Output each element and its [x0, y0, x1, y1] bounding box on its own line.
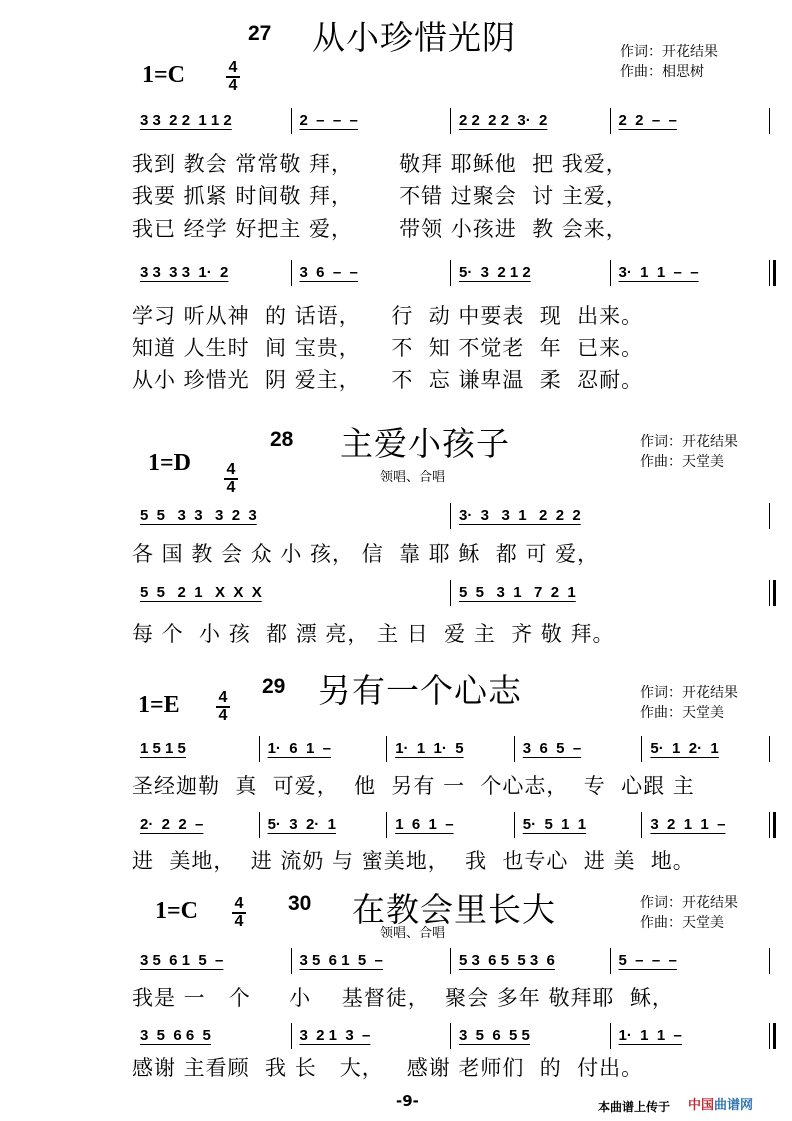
music-row [140, 812, 776, 838]
measure: 1 5 1 5 [140, 740, 186, 757]
song-number: 28 [270, 428, 294, 451]
composer-credit: 作曲：天堂美 [640, 705, 724, 721]
measure: 3 2 1 1 – [641, 812, 769, 838]
lyric-line: 我是 一 个 小 基督徒， 聚会 多年 敬拜耶 稣， [132, 986, 674, 1010]
logo-text: 中国 [688, 1098, 715, 1113]
lyric-line: 圣经迦勒 真 可爱， 他 另有 一 个心志， 专 心跟 主 [132, 774, 695, 798]
lyric-line: 我要 抓紧 时间敬 拜， 不错 过聚会 讨 主爱， [132, 184, 628, 208]
song-subtitle: 领唱、合唱 [380, 926, 446, 941]
song-credits [640, 432, 738, 472]
measure: 5 5 3 1 7 2 1 [450, 580, 769, 606]
measure: 3 3 3 3 1· 2 [140, 264, 229, 281]
time-denominator: 4 [218, 707, 228, 724]
lyric-line: 知道 人生时 间 宝贵， 不 知 不觉老 年 已来。 [132, 336, 644, 360]
song-credits [620, 42, 718, 82]
measure: 5· 3 2· 1 [259, 812, 387, 838]
music-row [140, 503, 776, 529]
song-title: 从小珍惜光阴 [312, 18, 516, 57]
measure: 3 2 1 3 – [291, 1023, 451, 1049]
measure: 1 6 1 – [386, 812, 514, 838]
music-row [140, 580, 776, 606]
measure: 5 3 6 5 5 3 6 [450, 948, 610, 974]
measure: 2 2 – – [610, 108, 770, 134]
lyric-line: 我到 教会 常常敬 拜， 敬拜 耶稣他 把 我爱， [132, 152, 628, 176]
key-signature: 1=D [148, 450, 192, 476]
key-signature: 1=E [138, 692, 180, 718]
key-signature: 1=C [155, 898, 199, 924]
page-number: -9- [396, 1092, 419, 1110]
measure: 1· 6 1 – [259, 736, 387, 762]
composer-credit: 作曲：天堂美 [640, 915, 724, 931]
lyric-line: 从小 珍惜光 阴 爱主， 不 忘 谦卑温 柔 忍耐。 [132, 368, 644, 392]
song-title: 主爱小孩子 [340, 424, 510, 463]
lyricist-credit: 作词：开花结果 [640, 895, 738, 911]
measure: 5· 3 2 1 2 [450, 260, 610, 286]
time-denominator: 4 [228, 77, 238, 94]
lyric-line: 进 美地， 进 流奶 与 蜜美地， 我 也专心 进 美 地。 [132, 849, 695, 873]
bar-line [769, 580, 776, 606]
bar-line [769, 948, 776, 974]
song-number: 30 [288, 892, 312, 915]
music-row [140, 260, 776, 286]
logo-text-accent: 曲谱网 [714, 1098, 754, 1113]
music-row [140, 108, 776, 134]
measure: 3 6 5 – [514, 736, 642, 762]
time-numerator: 4 [224, 462, 238, 480]
key-signature: 1=C [142, 62, 186, 88]
music-row [140, 948, 776, 974]
time-signature [232, 896, 246, 930]
bar-line [769, 108, 776, 134]
music-row [140, 736, 776, 762]
time-signature [224, 462, 238, 496]
time-denominator: 4 [234, 913, 244, 930]
measure: 2 – – – [291, 108, 451, 134]
time-signature [226, 60, 240, 94]
lyricist-credit: 作词：开花结果 [640, 685, 738, 701]
measure: 1· 1 1 – [610, 1023, 770, 1049]
measure: 5 5 2 1 X X X [140, 584, 262, 601]
measure: 5 5 3 3 3 2 3 [140, 507, 257, 524]
time-numerator: 4 [226, 60, 240, 78]
lyricist-credit: 作词：开花结果 [640, 434, 738, 450]
time-signature [216, 690, 230, 724]
measure: 2 2 2 2 3· 2 [450, 108, 610, 134]
bar-line [769, 736, 776, 762]
time-numerator: 4 [232, 896, 246, 914]
song-title: 在教会里长大 [352, 890, 556, 929]
measure: 3 5 6 5 5 [450, 1023, 610, 1049]
measure: 3 5 6 1 5 – [140, 952, 224, 969]
lyric-line: 我已 经学 好把主 爱， 带领 小孩进 教 会来， [132, 217, 628, 241]
bar-line [769, 1023, 776, 1049]
measure: 3· 3 3 1 2 2 2 [450, 503, 769, 529]
measure: 3 5 6 6 5 [140, 1027, 211, 1044]
time-numerator: 4 [216, 690, 230, 708]
measure: 3 3 2 2 1 1 2 [140, 112, 232, 129]
bar-line [769, 503, 776, 529]
song-credits [640, 683, 738, 723]
site-logo[interactable] [688, 1094, 753, 1113]
lyric-line: 各 国 教 会 众 小 孩， 信 靠 耶 稣 都 可 爱， [132, 542, 600, 566]
measure: 3 6 – – [291, 260, 451, 286]
composer-credit: 作曲：相思树 [620, 64, 704, 80]
measure: 5 – – – [610, 948, 770, 974]
song-subtitle: 领唱、合唱 [380, 470, 446, 485]
song-credits [640, 893, 738, 933]
song-number: 27 [248, 22, 272, 45]
measure: 5· 5 1 1 [514, 812, 642, 838]
lyric-line: 每 个 小 孩 都 漂 亮， 主 日 爱 主 齐 敬 拜。 [132, 622, 615, 646]
lyric-line: 感谢 主看顾 我 长 大， 感谢 老师们 的 付出。 [132, 1056, 644, 1080]
upload-note: 本曲谱上传于 [598, 1100, 671, 1114]
measure: 3 5 6 1 5 – [291, 948, 451, 974]
song-title: 另有一个心志 [318, 671, 522, 710]
time-denominator: 4 [226, 479, 236, 496]
measure: 1· 1 1· 5 [386, 736, 514, 762]
lyricist-credit: 作词：开花结果 [620, 44, 718, 60]
measure: 3· 1 1 – – [610, 260, 770, 286]
measure: 2· 2 2 – [140, 816, 204, 833]
lyric-line: 学习 听从神 的 话语， 行 动 中要表 现 出来。 [132, 304, 644, 328]
composer-credit: 作曲：天堂美 [640, 454, 724, 470]
bar-line [769, 812, 776, 838]
bar-line [769, 260, 776, 286]
music-row [140, 1023, 776, 1049]
measure: 5· 1 2· 1 [641, 736, 769, 762]
song-number: 29 [262, 675, 286, 698]
